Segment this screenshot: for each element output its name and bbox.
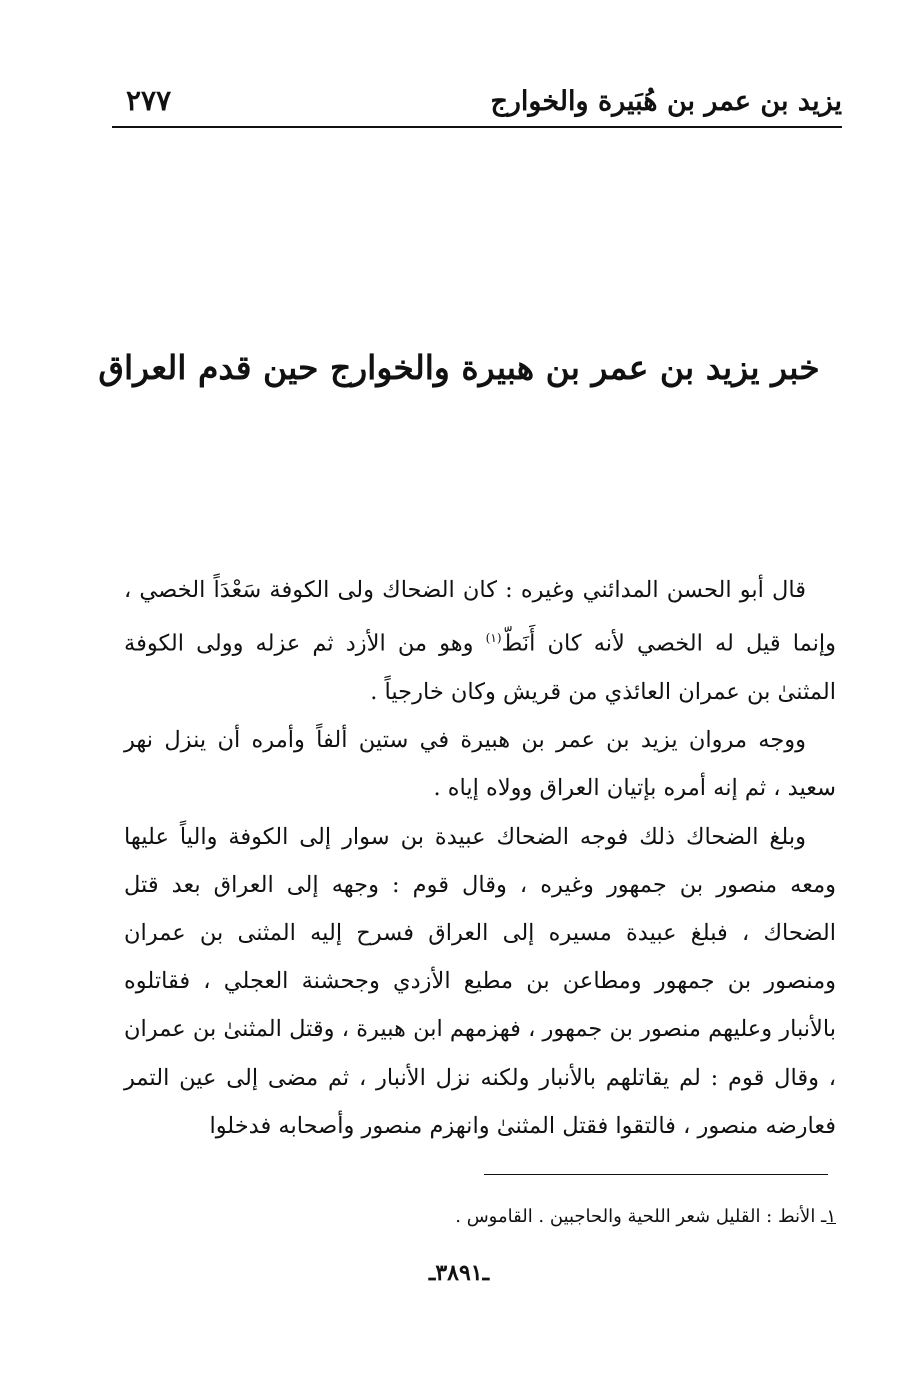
- chapter-title: خبر يزيد بن عمر بن هبيرة والخوارج حين قدم العراق: [98, 348, 820, 387]
- footnote-text: ـ الأنط : القليل شعر اللحية والحاجبين . القاموس .: [455, 1206, 827, 1227]
- paragraph: ووجه مروان يزيد بن عمر بن هبيرة في ستين ألفاً وأمره أن ينزل نهر سعيد ، ثم إنه أمره بإتيان العراق وولاه إياه .: [124, 727, 836, 802]
- page-number: ٢٧٧: [126, 84, 172, 117]
- body-text: [124, 566, 836, 1150]
- footnote-reference: (١): [485, 631, 502, 646]
- page-footer-number: ـ٣٨٩١ـ: [428, 1260, 490, 1286]
- footnote-marker: ١: [826, 1206, 836, 1227]
- paragraph: [124, 566, 836, 716]
- running-title: يزيد بن عمر بن هُبَيرة والخوارج: [490, 86, 842, 117]
- footnote: [136, 1206, 836, 1227]
- running-header: [112, 78, 842, 130]
- paragraph: وبلغ الضحاك ذلك فوجه الضحاك عبيدة بن سوار إلى الكوفة والياً عليها ومعه منصور بن جمهور وغيره ، وقال قوم : وجهه إلى العراق بعد قتل الضحاك ، فبلغ عبيدة مسيره إلى العراق فسرح إليه المثنى بن عمران ومنصور بن جمهور ومطاعن بن مطيع الأزدي وجحشنة العجلي ، فقاتلوه بالأنبار وعليهم منصور بن جمهور ، فهزمهم ابن هبيرة ، وقتل المثنىٰ بن عمران ، وقال قوم : لم يقاتلهم بالأنبار ولكنه نزل الأنبار ، ثم مضى إلى عين التمر فعارضه منصور ، فالتقوا فقتل المثنىٰ وانهزم منصور وأصحابه فدخلوا: [124, 823, 836, 1139]
- footnote-rule: [484, 1174, 828, 1175]
- paragraph-text: قال أبو الحسن المدائني وغيره : كان الضحاك ولى الكوفة سَعْدَاً الخصي ، وإنما قيل له الخصي لأنه كان أَنَطّ: [124, 577, 836, 657]
- header-rule: [112, 126, 842, 128]
- paragraph-text: وهو من الأزد ثم عزله وولى الكوفة المثنىٰ بن عمران العائذي من قريش وكان خارجياً .: [124, 630, 836, 705]
